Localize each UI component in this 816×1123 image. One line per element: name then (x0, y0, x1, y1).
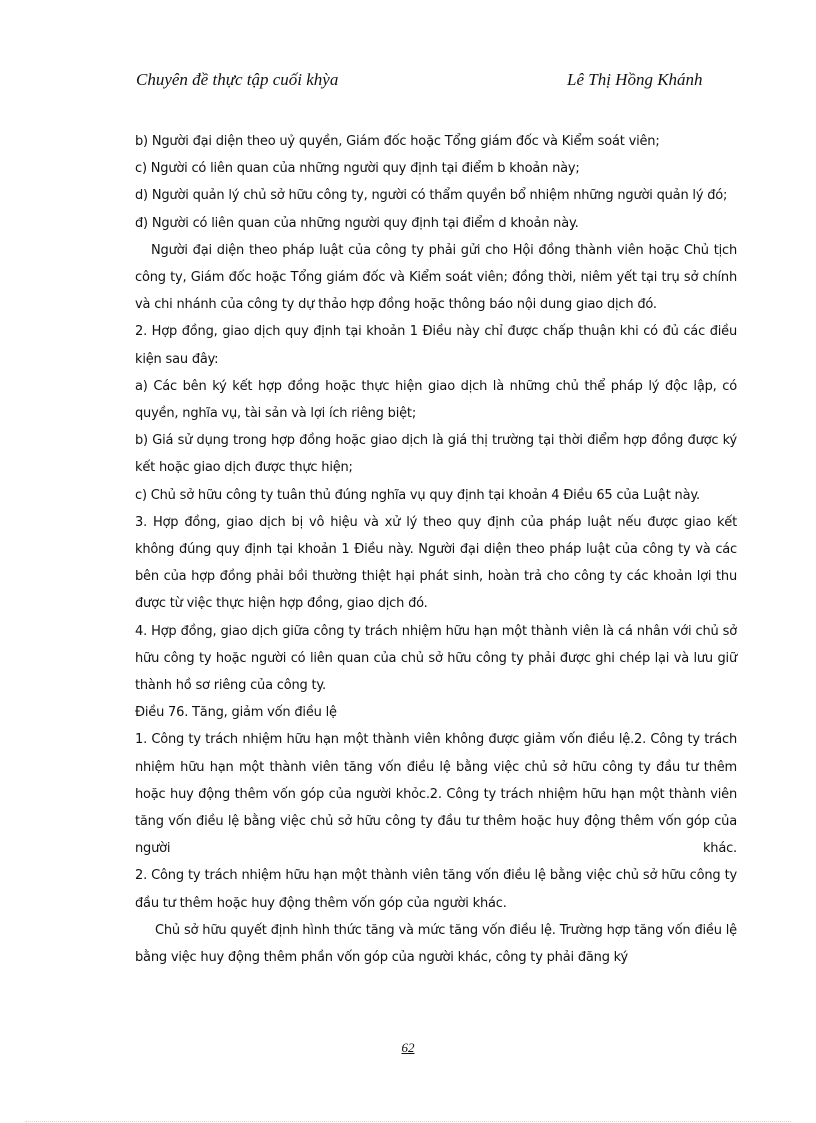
paragraph: c) Chủ sở hữu công ty tuân thủ đúng nghĩa vụ quy định tại khoản 4 Điều 65 của Luật này. (135, 487, 700, 503)
paragraph: 3. Hợp đồng, giao dịch bị vô hiệu và xử lý theo quy định của pháp luật nếu được giao kết không đúng quy định tại khoản 1 Điều này. Người đại diện theo pháp luật của công ty và các bên của hợp đồng phải bồi thường thiệt hại phát sinh, hoàn trả cho công ty các khoản lợi thu được từ việc thực hiện hợp đồng, giao dịch đó. (135, 514, 737, 612)
article-heading: Điều 76. Tăng, giảm vốn điều lệ (135, 705, 337, 721)
page-number: 62 (401, 1040, 415, 1055)
paragraph: 4. Hợp đồng, giao dịch giữa công ty trách nhiệm hữu hạn một thành viên là cá nhân với chủ sở hữu công ty hoặc người có liên quan của chủ sở hữu công ty phải được ghi chép lại và lưu giữ thành hồ sơ riêng của công ty. (135, 623, 737, 694)
body-text (135, 128, 737, 971)
header-title: Chuyên đề thực tập cuối khỳa (136, 70, 339, 89)
paragraph: Chủ sở hữu quyết định hình thức tăng và mức tăng vốn điều lệ. Trường hợp tăng vốn điều lệ bằng việc huy động thêm phần vốn góp của người khác, công ty phải đăng ký (135, 922, 737, 966)
paragraph: a) Các bên ký kết hợp đồng hoặc thực hiện giao dịch là những chủ thể pháp lý độc lập, có quyền, nghĩa vụ, tài sản và lợi ích riêng biệt; (135, 378, 737, 422)
paragraph: Người đại diện theo pháp luật của công ty phải gửi cho Hội đồng thành viên hoặc Chủ tịch công ty, Giám đốc hoặc Tổng giám đốc và Kiểm soát viên; đồng thời, niêm yết tại trụ sở chính và chi nhánh của công ty dự thảo hợp đồng hoặc thông báo nội dung giao dịch đó. (135, 242, 737, 313)
paragraph: b) Giá sử dụng trong hợp đồng hoặc giao dịch là giá thị trường tại thời điểm hợp đồng được ký kết hoặc giao dịch được thực hiện; (135, 433, 737, 476)
paragraph: 2. Hợp đồng, giao dịch quy định tại khoản 1 Điều này chỉ được chấp thuận khi có đủ các điều kiện sau đây: (135, 324, 737, 367)
page-header (136, 70, 726, 96)
header-author: Lê Thị Hồng Khánh (567, 70, 703, 89)
paragraph: 1. Công ty trách nhiệm hữu hạn một thành viên không được giảm vốn điều lệ.2. Công ty trách nhiệm hữu hạn một thành viên tăng vốn điều lệ bằng việc chủ sở hữu công ty đầu tư thêm hoặc huy động thêm vốn góp của người khỏc.2. Công ty trách nhiệm hữu hạn một thành viên tăng vốn điều lệ bằng việc chủ sở hữu công ty đầu tư thêm hoặc huy động thêm vốn góp của người khác. (135, 732, 737, 857)
paragraph: b) Người đại diện theo uỷ quyền, Giám đốc hoặc Tổng giám đốc và Kiểm soát viên; (135, 134, 660, 149)
paragraph: 2. Công ty trách nhiệm hữu hạn một thành viên tăng vốn điều lệ bằng việc chủ sở hữu công ty đầu tư thêm hoặc huy động thêm vốn góp của người khác. (135, 868, 737, 911)
paragraph: đ) Người có liên quan của những người quy định tại điểm d khoản này. (135, 215, 579, 231)
paragraph: d) Người quản lý chủ sở hữu công ty, người có thẩm quyền bổ nhiệm những người quản lý đó; (135, 188, 728, 204)
paragraph: c) Người có liên quan của những người quy định tại điểm b khoản này; (135, 161, 580, 177)
footer-divider (25, 1121, 791, 1122)
